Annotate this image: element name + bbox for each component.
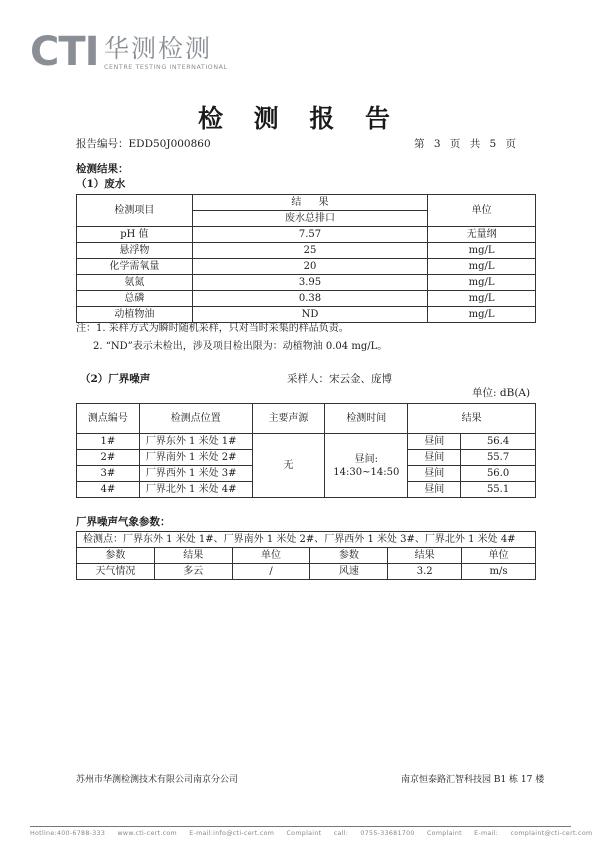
unit-cell: / (232, 564, 310, 580)
wastewater-table (76, 194, 536, 323)
period: 昼间 (408, 434, 461, 450)
period: 昼间 (408, 450, 461, 466)
noise-unit: 单位: dB(A) (472, 387, 531, 399)
company-logo-mark: CTI (30, 29, 99, 75)
time-range: 14:30~14:50 (333, 466, 400, 478)
table-row (77, 275, 536, 291)
noise-sampler: 采样人：宋云金、庞博 (287, 373, 392, 385)
noise-value: 56.4 (461, 434, 536, 450)
item-cell: pH 值 (77, 227, 193, 243)
table-row (77, 434, 536, 450)
test-time (325, 434, 408, 498)
item-cell: 氨氮 (77, 275, 193, 291)
value-cell: ND (192, 307, 427, 323)
noise-heading: （2）厂界噪声 (80, 373, 151, 385)
result-cell: 3.2 (388, 564, 462, 580)
noise-value: 56.0 (461, 466, 536, 482)
param-cell: 风速 (310, 564, 388, 580)
param-header: 参数 (77, 548, 155, 564)
table-row (77, 227, 536, 243)
main-source: 无 (252, 434, 325, 498)
col-location-header: 废水总排口 (192, 211, 427, 227)
col-item-header: 检测项目 (77, 195, 193, 227)
col-unit-header: 单位 (428, 195, 536, 227)
item-cell: 悬浮物 (77, 243, 193, 259)
item-cell: 动植物油 (77, 307, 193, 323)
unit-cell: mg/L (428, 259, 536, 275)
point-location: 厂界北外 1 米处 4# (139, 482, 252, 498)
table-row (77, 564, 536, 580)
unit-cell: mg/L (428, 291, 536, 307)
result-header: 结果 (154, 548, 232, 564)
footer-divider (30, 826, 571, 827)
item-cell: 化学需氧量 (77, 259, 193, 275)
period: 昼间 (408, 482, 461, 498)
report-number: 报告编号：EDD50J000860 (76, 138, 211, 150)
company-logo-english: CENTRE TESTING INTERNATIONAL (104, 64, 228, 71)
table-row (77, 243, 536, 259)
footer-contact: Hotline:400-6788-333 www.cti-cert.com E-mail:info@cti-cert.com Complaint call: 0755-33681700 Complaint E-mail: complaint@cti-cert.com (30, 830, 593, 837)
period: 昼间 (408, 466, 461, 482)
point-no: 3# (77, 466, 140, 482)
param-cell: 天气情况 (77, 564, 155, 580)
noise-table (76, 403, 536, 498)
point-no: 4# (77, 482, 140, 498)
wastewater-heading: （1）废水 (76, 178, 126, 190)
note-2: 2. “ND”表示未检出，涉及项目检出限为：动植物油 0.04 mg/L。 (93, 341, 388, 352)
company-address: 南京恒泰路汇智科技园 B1 栋 17 楼 (401, 775, 545, 785)
value-cell: 7.57 (192, 227, 427, 243)
table-row (77, 307, 536, 323)
page-info: 第 3 页 共 5 页 (414, 138, 517, 150)
report-title: 检 测 报 告 (197, 104, 402, 133)
unit-cell: 无量纲 (428, 227, 536, 243)
weather-heading: 厂界噪声气象参数： (76, 516, 171, 528)
unit-cell: mg/L (428, 243, 536, 259)
unit-cell: mg/L (428, 275, 536, 291)
unit-cell: m/s (462, 564, 536, 580)
note-1: 注：1. 采样方式为瞬时随机采样，只对当时采集的样品负责。 (76, 323, 349, 334)
results-heading: 检测结果： (76, 163, 129, 175)
value-cell: 3.95 (192, 275, 427, 291)
point-location: 厂界东外 1 米处 1# (139, 434, 252, 450)
point-no: 2# (77, 450, 140, 466)
unit-cell: mg/L (428, 307, 536, 323)
value-cell: 20 (192, 259, 427, 275)
unit-header: 单位 (462, 548, 536, 564)
unit-header: 单位 (232, 548, 310, 564)
col-source-header: 主要声源 (252, 404, 325, 434)
value-cell: 0.38 (192, 291, 427, 307)
time-label: 昼间: (354, 453, 378, 465)
point-location: 厂界西外 1 米处 3# (139, 466, 252, 482)
company-logo-chinese: 华测检测 (104, 34, 213, 63)
weather-points: 检测点：厂界东外 1 米处 1#、厂界南外 1 米处 2#、厂界西外 1 米处 3#、厂界北外 1 米处 4# (77, 532, 536, 548)
col-result-header: 结果 (408, 404, 536, 434)
col-result-header: 结 果 (192, 195, 427, 211)
result-cell: 多云 (154, 564, 232, 580)
param-header: 参数 (310, 548, 388, 564)
company-name: 苏州市华测检测技术有限公司南京分公司 (76, 775, 239, 785)
value-cell: 25 (192, 243, 427, 259)
col-no-header: 测点编号 (77, 404, 140, 434)
result-header: 结果 (388, 548, 462, 564)
weather-table (76, 531, 536, 580)
noise-value: 55.7 (461, 450, 536, 466)
point-no: 1# (77, 434, 140, 450)
point-location: 厂界南外 1 米处 2# (139, 450, 252, 466)
col-time-header: 检测时间 (325, 404, 408, 434)
col-location-header: 检测点位置 (139, 404, 252, 434)
table-row (77, 259, 536, 275)
table-row (77, 291, 536, 307)
noise-value: 55.1 (461, 482, 536, 498)
item-cell: 总磷 (77, 291, 193, 307)
